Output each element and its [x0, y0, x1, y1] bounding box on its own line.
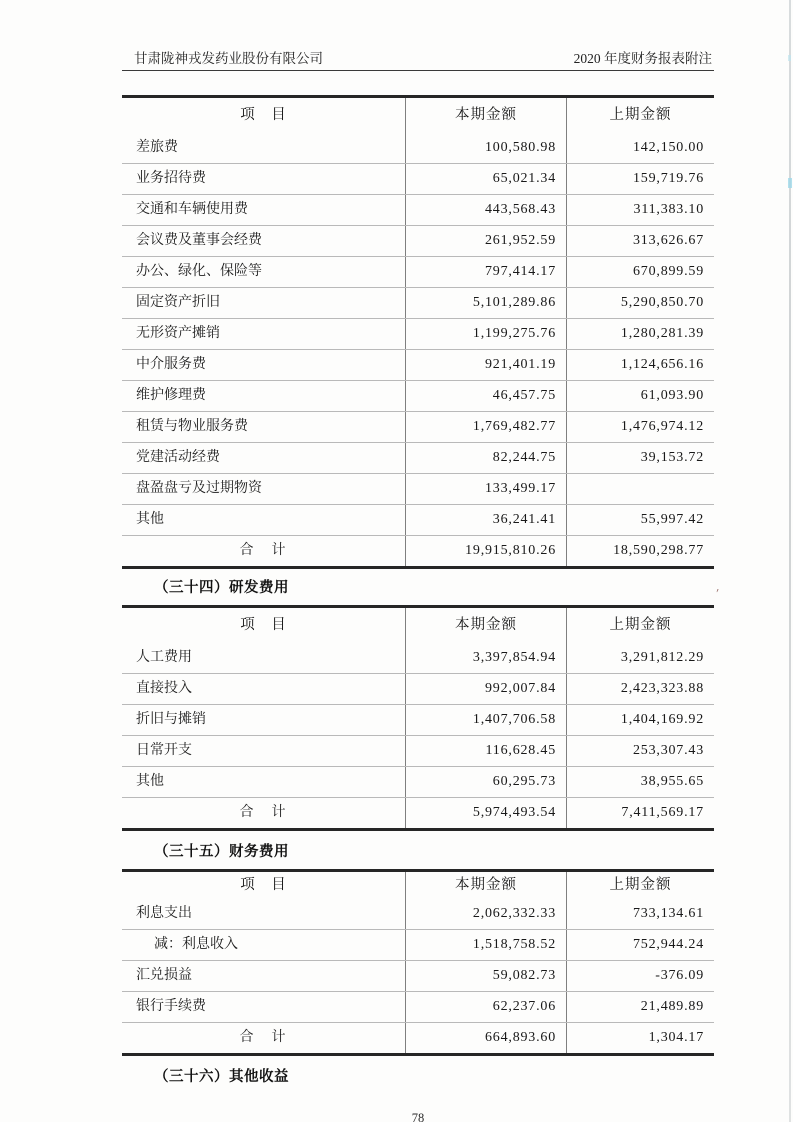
row-label-cell: 人工费用: [136, 650, 192, 665]
current-amount-cell: 62,237.06: [405, 992, 566, 1022]
section-heading-34: （三十四）研发费用: [154, 580, 289, 596]
current-amount-cell: 46,457.75: [405, 381, 566, 411]
current-amount-cell: 1,769,482.77: [405, 412, 566, 442]
row-label-cell: 减：利息收入: [154, 937, 238, 952]
column-header-current-amount: 本期金额: [405, 608, 566, 643]
prior-amount-cell: 61,093.90: [566, 381, 714, 411]
prior-amount-cell: 3,291,812.29: [566, 643, 714, 673]
total-label-cell: 合 计: [239, 1030, 288, 1045]
table-row: [122, 349, 714, 380]
table-body: [122, 643, 714, 828]
prior-amount-cell: 1,124,656.16: [566, 350, 714, 380]
current-amount-cell: 36,241.41: [405, 505, 566, 535]
current-amount-cell: 1,518,758.52: [405, 930, 566, 960]
row-label-cell: 租赁与物业服务费: [136, 419, 248, 434]
current-amount-cell: 1,199,275.76: [405, 319, 566, 349]
table-row: [122, 442, 714, 473]
column-header-prior-amount: 上期金额: [566, 872, 714, 899]
current-amount-cell: 1,407,706.58: [405, 705, 566, 735]
table-row: [122, 225, 714, 256]
row-label-cell: 党建活动经费: [136, 450, 220, 465]
row-label-cell: 交通和车辆使用费: [136, 202, 248, 217]
table-row: [122, 256, 714, 287]
prior-amount-cell: 733,134.61: [566, 899, 714, 929]
table-row: [122, 929, 714, 960]
row-label-cell: 会议费及董事会经费: [136, 233, 262, 248]
row-label-cell: 中介服务费: [136, 357, 206, 372]
current-amount-cell: 82,244.75: [405, 443, 566, 473]
current-amount-cell: 116,628.45: [405, 736, 566, 766]
prior-amount-cell: 2,423,323.88: [566, 674, 714, 704]
table-total-row: [122, 797, 714, 828]
total-label-cell: 合 计: [239, 543, 288, 558]
table-row: [122, 380, 714, 411]
column-header-current-amount: 本期金额: [405, 98, 566, 133]
row-label-cell: 业务招待费: [136, 171, 206, 186]
page-content: [122, 0, 714, 1122]
table-row: [122, 411, 714, 442]
total-current-amount-cell: 664,893.60: [405, 1023, 566, 1053]
table-row: [122, 735, 714, 766]
column-header-item: 项 目: [240, 877, 287, 893]
current-amount-cell: 992,007.84: [405, 674, 566, 704]
table-row: [122, 194, 714, 225]
table-row: [122, 899, 714, 929]
row-label-cell: 日常开支: [136, 743, 192, 758]
current-amount-cell: 60,295.73: [405, 767, 566, 797]
prior-amount-cell: 55,997.42: [566, 505, 714, 535]
prior-amount-cell: 313,626.67: [566, 226, 714, 256]
column-header-item: 项 目: [240, 107, 287, 123]
row-label-cell: 其他: [136, 512, 164, 527]
row-label-cell: 折旧与摊销: [136, 712, 206, 727]
scan-tick-artifact: ′: [714, 585, 720, 601]
column-header-prior-amount: 上期金额: [566, 608, 714, 643]
table-body: [122, 899, 714, 1053]
section-heading-36: （三十六）其他收益: [154, 1069, 289, 1085]
table-total-row: [122, 535, 714, 566]
table-row: [122, 704, 714, 735]
prior-amount-cell: [566, 474, 714, 504]
prior-amount-cell: -376.09: [566, 961, 714, 991]
prior-amount-cell: 311,383.10: [566, 195, 714, 225]
current-amount-cell: 261,952.59: [405, 226, 566, 256]
column-header-item: 项 目: [240, 617, 287, 633]
table-row: [122, 766, 714, 797]
rd-expense-table: [122, 605, 714, 831]
total-prior-amount-cell: 1,304.17: [566, 1023, 714, 1053]
table-header-row: [122, 872, 714, 899]
company-name: 甘肃陇神戎发药业股份有限公司: [134, 51, 323, 66]
page-number: 78: [411, 1111, 425, 1122]
total-prior-amount-cell: 18,590,298.77: [566, 536, 714, 566]
prior-amount-cell: 159,719.76: [566, 164, 714, 194]
table-total-row: [122, 1022, 714, 1053]
table-body: [122, 133, 714, 566]
row-label-cell: 直接投入: [136, 681, 192, 696]
running-head: [122, 49, 714, 71]
current-amount-cell: 797,414.17: [405, 257, 566, 287]
current-amount-cell: 921,401.19: [405, 350, 566, 380]
row-label-cell: 维护修理费: [136, 388, 206, 403]
scan-speck-artifact: [788, 55, 791, 61]
row-label-cell: 其他: [136, 774, 164, 789]
management-expense-table: [122, 95, 714, 569]
current-amount-cell: 65,021.34: [405, 164, 566, 194]
table-header-row: [122, 608, 714, 643]
total-current-amount-cell: 5,974,493.54: [405, 798, 566, 828]
table-row: [122, 163, 714, 194]
table-row: [122, 991, 714, 1022]
row-label-cell: 固定资产折旧: [136, 295, 220, 310]
prior-amount-cell: 253,307.43: [566, 736, 714, 766]
row-label-cell: 利息支出: [136, 906, 192, 921]
current-amount-cell: 2,062,332.33: [405, 899, 566, 929]
document-title: 2020 年度财务报表附注: [573, 51, 712, 66]
prior-amount-cell: 670,899.59: [566, 257, 714, 287]
current-amount-cell: 443,568.43: [405, 195, 566, 225]
table-header-row: [122, 98, 714, 133]
row-label-cell: 办公、绿化、保险等: [136, 264, 262, 279]
prior-amount-cell: 38,955.65: [566, 767, 714, 797]
prior-amount-cell: 1,404,169.92: [566, 705, 714, 735]
table-row: [122, 960, 714, 991]
section-heading-35: （三十五）财务费用: [154, 844, 289, 860]
row-label-cell: 差旅费: [136, 140, 178, 155]
row-label-cell: 盘盈盘亏及过期物资: [136, 481, 262, 496]
current-amount-cell: 133,499.17: [405, 474, 566, 504]
row-label-cell: 无形资产摊销: [136, 326, 220, 341]
current-amount-cell: 3,397,854.94: [405, 643, 566, 673]
current-amount-cell: 100,580.98: [405, 133, 566, 163]
prior-amount-cell: 142,150.00: [566, 133, 714, 163]
scan-edge-artifact: [789, 0, 791, 1122]
column-header-prior-amount: 上期金额: [566, 98, 714, 133]
table-row: [122, 133, 714, 163]
prior-amount-cell: 39,153.72: [566, 443, 714, 473]
scan-speck-artifact: [788, 178, 792, 188]
prior-amount-cell: 21,489.89: [566, 992, 714, 1022]
table-row: [122, 287, 714, 318]
current-amount-cell: 5,101,289.86: [405, 288, 566, 318]
table-row: [122, 473, 714, 504]
column-header-current-amount: 本期金额: [405, 872, 566, 899]
prior-amount-cell: 1,476,974.12: [566, 412, 714, 442]
table-row: [122, 643, 714, 673]
row-label-cell: 汇兑损益: [136, 968, 192, 983]
table-row: [122, 504, 714, 535]
total-current-amount-cell: 19,915,810.26: [405, 536, 566, 566]
total-label-cell: 合 计: [239, 805, 288, 820]
current-amount-cell: 59,082.73: [405, 961, 566, 991]
prior-amount-cell: 5,290,850.70: [566, 288, 714, 318]
prior-amount-cell: 752,944.24: [566, 930, 714, 960]
total-prior-amount-cell: 7,411,569.17: [566, 798, 714, 828]
financial-expense-table: [122, 869, 714, 1056]
table-row: [122, 318, 714, 349]
prior-amount-cell: 1,280,281.39: [566, 319, 714, 349]
row-label-cell: 银行手续费: [136, 999, 206, 1014]
table-row: [122, 673, 714, 704]
